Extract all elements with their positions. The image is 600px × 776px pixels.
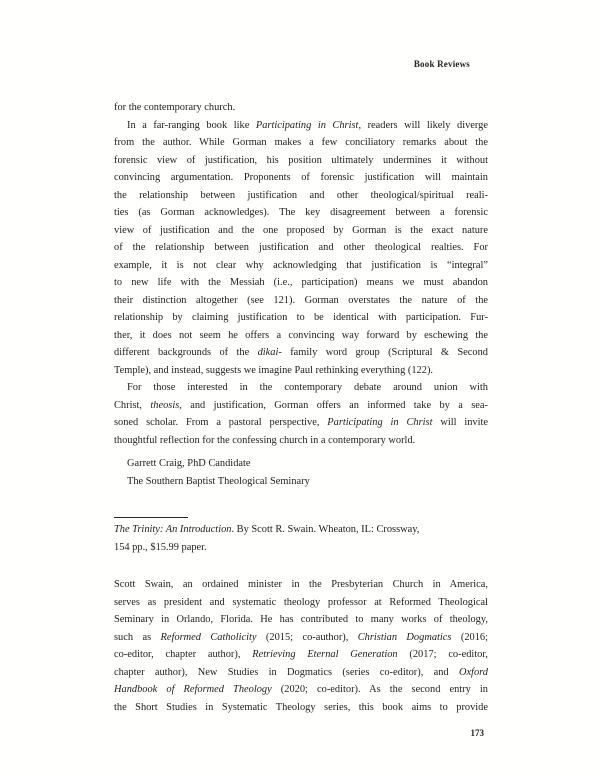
- paragraph: [114, 117, 488, 380]
- text-line: 154 pp., $15.99 paper.: [114, 541, 207, 553]
- text-line: Handbook of Reformed Theology (2020; co-editor). As the second entry in: [114, 684, 488, 695]
- text-line: Temple), and instead, suggests we imagine Paul rethinking everything (122).: [114, 364, 433, 376]
- text-line: example, it is not clear why acknowledging that justification is “integral”: [114, 259, 488, 271]
- paragraph: [114, 379, 488, 449]
- text-line: convincing argumentation. Proponents of forensic justification will maintain: [114, 172, 488, 183]
- text-line: different backgrounds of the dikai- family word group (Scriptural & Second: [114, 347, 488, 358]
- text-line: chapter author), New Studies in Dogmatics (series co-editor), and Oxford: [114, 666, 488, 678]
- text-line: serves as president and systematic theology professor at Reformed Theological: [114, 596, 488, 608]
- text-line: to new life with the Messiah (i.e., participation) means we must abandon: [114, 277, 488, 288]
- review-gorman-body: [114, 99, 488, 449]
- text-line: Christ, theosis, and justification, Gorman offers an informed take by a sea-: [114, 399, 488, 411]
- text-line: forensic view of justification, his position ultimately undermines it without: [114, 154, 488, 166]
- section-divider: [114, 517, 188, 518]
- page-number: 173: [470, 728, 484, 738]
- text-line: thoughtful reflection for the confessing church in a contemporary world.: [114, 434, 416, 446]
- text-line: view of justification and the one proposed by Gorman is the exact nature: [114, 224, 488, 236]
- text-line: Scott Swain, an ordained minister in the Presbyterian Church in America,: [114, 579, 488, 590]
- paragraph: [114, 576, 488, 716]
- text-line: of the relationship between justification and other theological realties. For: [114, 242, 488, 253]
- text-line: ties (as Gorman acknowledges). The key disagreement between a forensic: [114, 207, 488, 218]
- text-line: ther, it does not seem he offers a convincing way forward by eschewing the: [114, 329, 488, 341]
- book-citation: [114, 521, 488, 556]
- text-line: The Trinity: An Introduction. By Scott R. Swain. Wheaton, IL: Crossway,: [114, 524, 420, 535]
- text-line: The Southern Baptist Theological Seminary: [127, 475, 310, 487]
- text-line: relationship by claiming justification to be identical with participation. Fur-: [114, 312, 488, 323]
- running-header: Book Reviews: [413, 59, 470, 69]
- review-swain-body: [114, 576, 488, 716]
- text-line: soned scholar. From a pastoral perspective, Participating in Christ will invite: [114, 417, 488, 428]
- text-line: for the contemporary church.: [114, 102, 236, 113]
- text-line: the Short Studies in Systematic Theology series, this book aims to provide: [114, 701, 488, 713]
- text-line: For those interested in the contemporary debate around union with: [127, 382, 488, 393]
- text-line: such as Reformed Catholicity (2015; co-author), Christian Dogmatics (2016;: [114, 631, 488, 643]
- text-line: from the author. While Gorman makes a few conciliatory remarks about the: [114, 137, 488, 148]
- paragraph: [114, 99, 488, 117]
- text-line: co-editor, chapter author), Retrieving Eternal Generation (2017; co-editor,: [114, 649, 488, 660]
- reviewer-signature: [114, 455, 488, 490]
- text-column: [114, 99, 488, 716]
- text-line: In a far-ranging book like Participating in Christ, readers will likely diverge: [127, 119, 488, 131]
- text-line: Seminary in Orlando, Florida. He has contributed to many works of theology,: [114, 614, 488, 625]
- text-line: their distinction altogether (see 121). Gorman overstates the nature of the: [114, 294, 488, 306]
- text-line: Garrett Craig, PhD Candidate: [127, 458, 251, 469]
- text-line: the relationship between justification and other theological/spiritual reali-: [114, 189, 488, 201]
